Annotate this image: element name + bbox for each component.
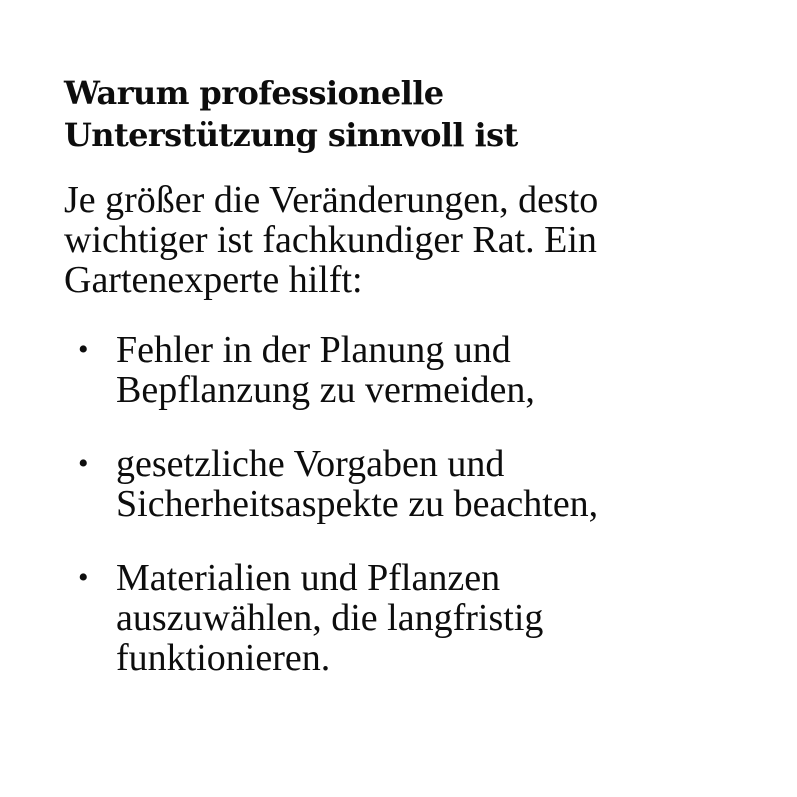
bullet-item <box>64 558 696 678</box>
bullet-text: Materialien und Pflanzen auszuwählen, die langfristig funktionieren. <box>116 557 544 679</box>
bullet-item <box>64 330 696 410</box>
bullet-icon: • <box>78 561 89 594</box>
bullet-text: Fehler in der Planung und Bepflanzung zu vermeiden, <box>116 329 535 411</box>
bullet-icon: • <box>78 333 89 366</box>
bullet-item <box>64 444 696 524</box>
document-page <box>64 72 744 712</box>
bullet-text: gesetzliche Vorgaben und Sicherheitsaspekte zu beachten, <box>116 443 599 525</box>
bullet-icon: • <box>78 447 89 480</box>
section-heading: Warum professionelle Unterstützung sinnvoll ist <box>64 74 518 154</box>
intro-paragraph: Je größer die Veränderungen, desto wichtiger ist fachkundiger Rat. Ein Gartenexperte hilft: <box>64 179 599 301</box>
bullet-list <box>64 330 744 678</box>
